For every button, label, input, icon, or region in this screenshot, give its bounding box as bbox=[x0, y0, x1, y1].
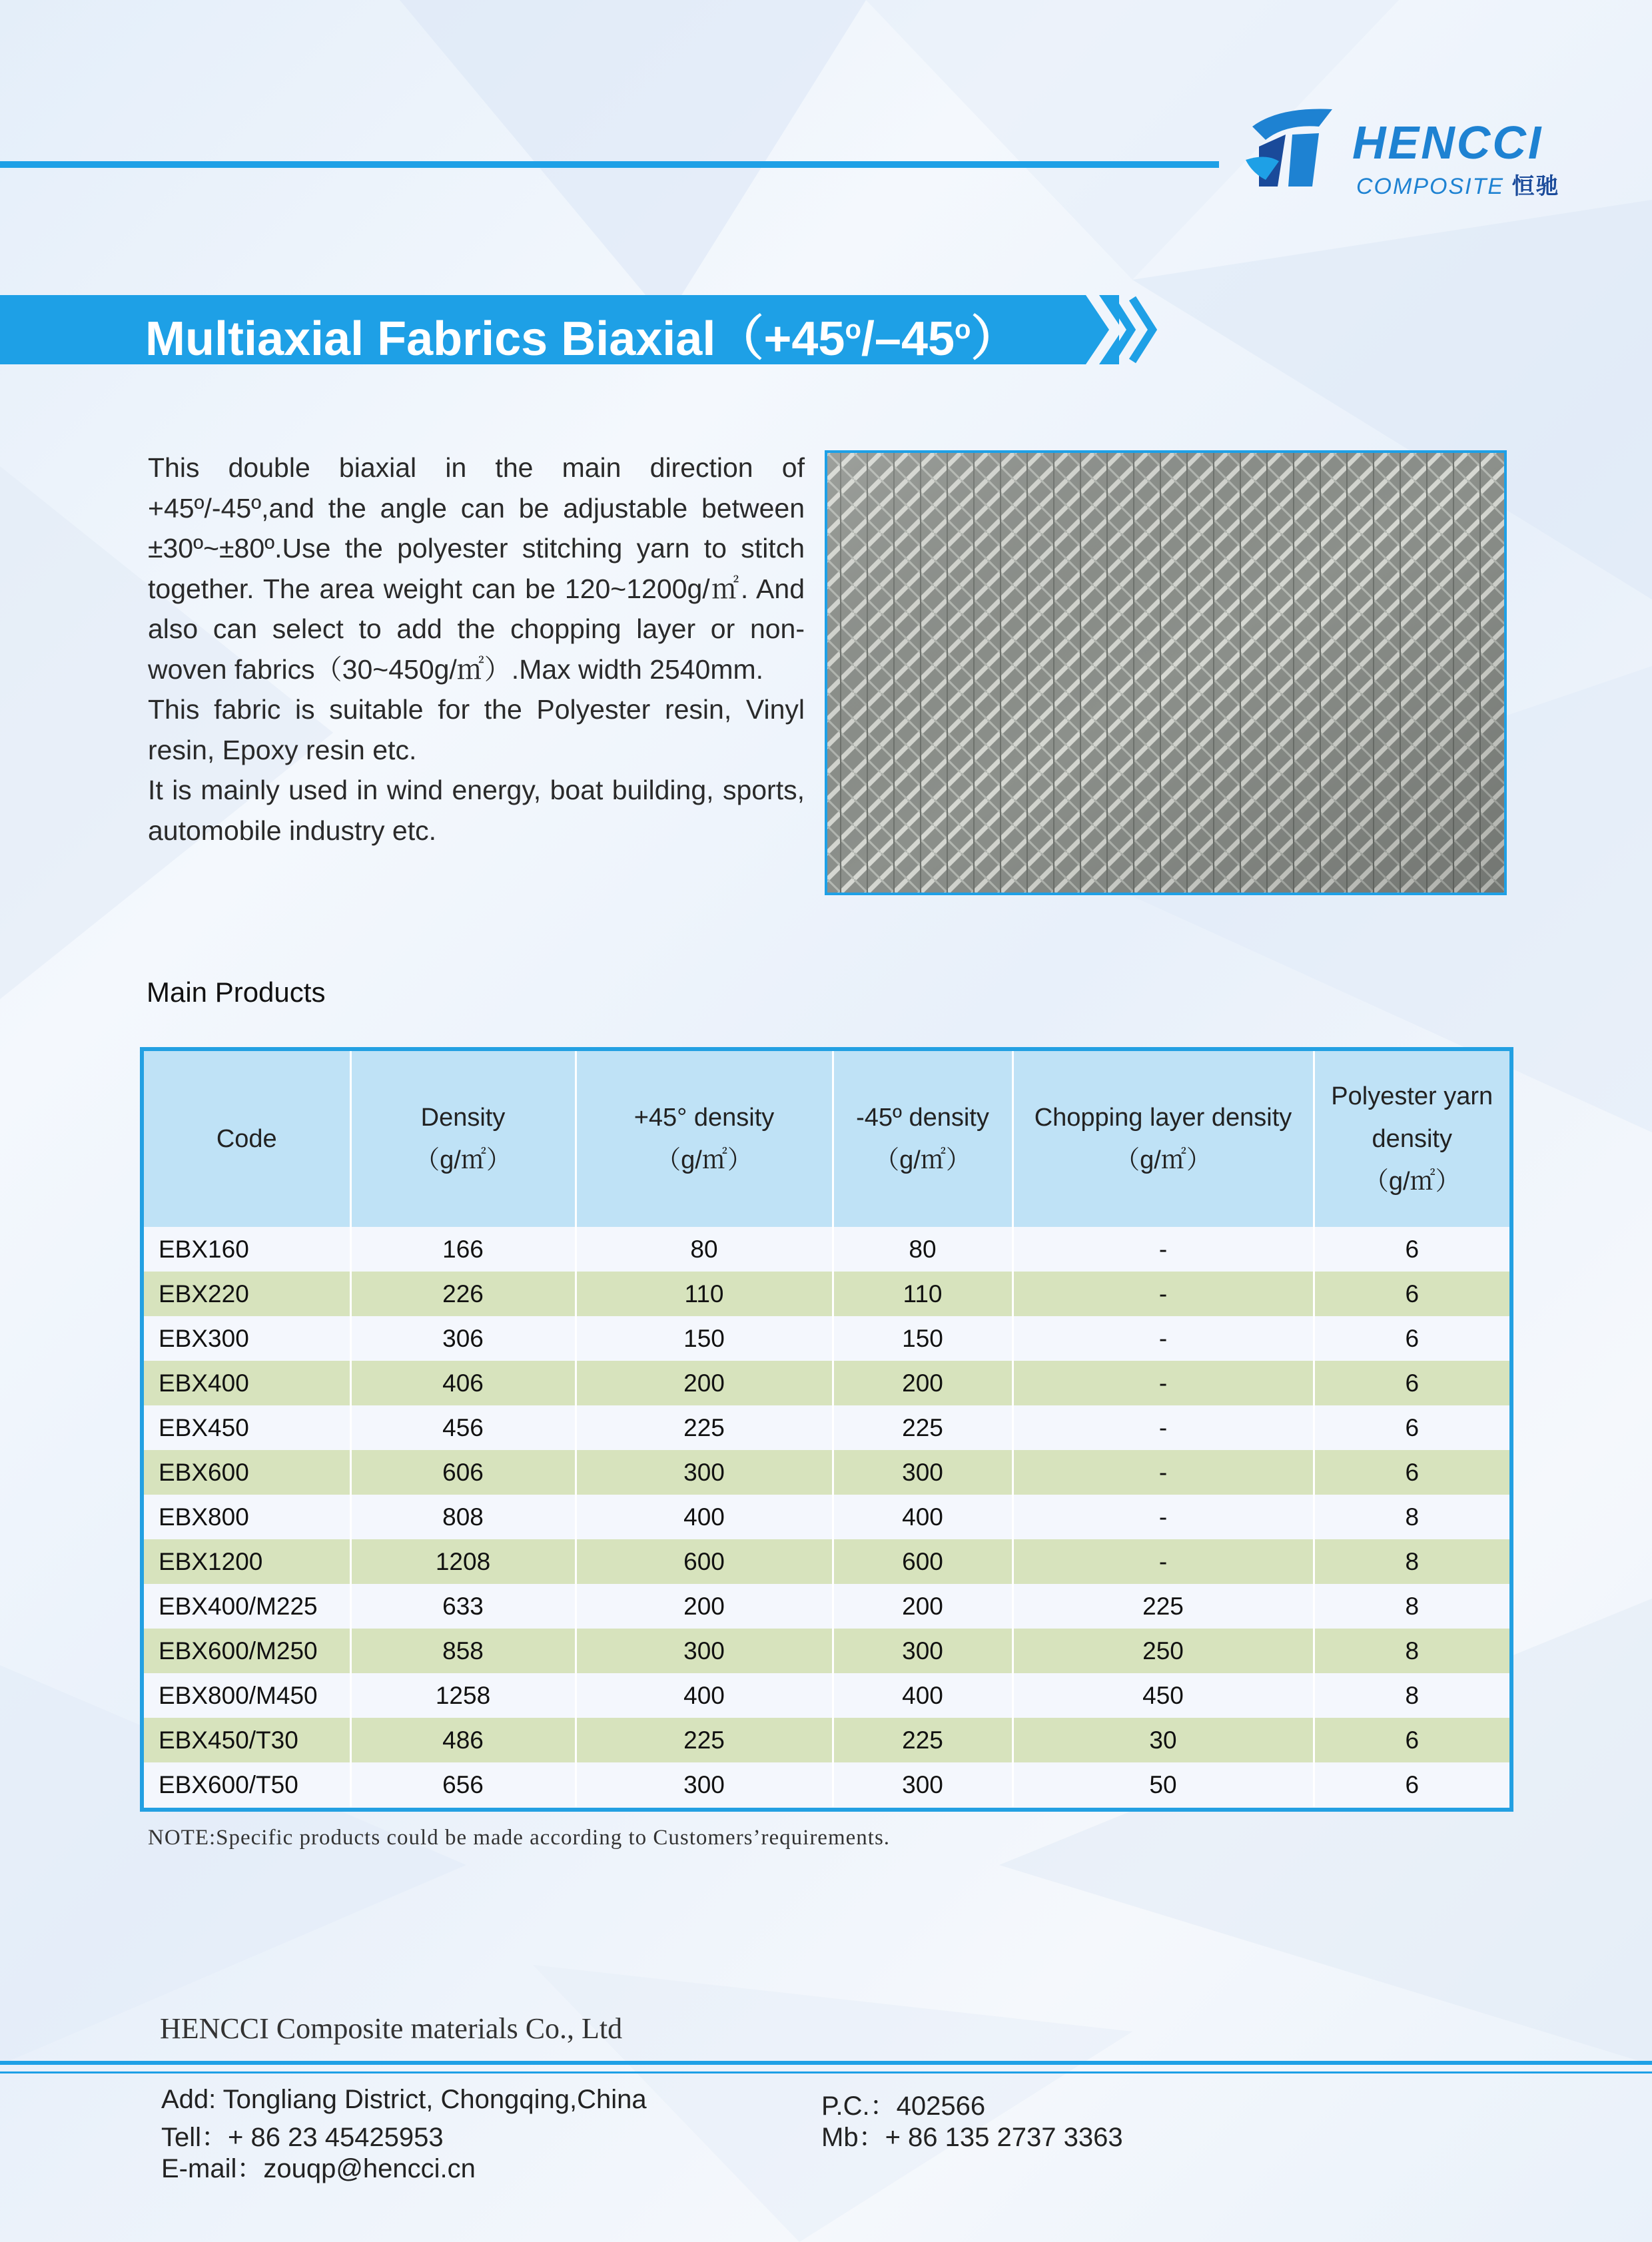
table-cell: 225 bbox=[833, 1718, 1013, 1762]
table-cell: 456 bbox=[350, 1405, 576, 1450]
col-header-density: Density （g/㎡） bbox=[350, 1051, 576, 1227]
table-cell: 166 bbox=[350, 1227, 576, 1272]
description-paragraph-1: This double biaxial in the main direction of +45º/-45º,and the angle can be adjustable between ±30º~±80º.Use the polyester stitching yarn to stitch together. The area weight can be 120~1200g/㎡. And also can select to add the chopping layer or non-woven fabrics（30~450g/㎡）.Max width 2540mm. bbox=[148, 452, 805, 685]
table-cell: EBX800 bbox=[144, 1495, 350, 1539]
table-cell: 6 bbox=[1314, 1762, 1509, 1807]
table-row bbox=[144, 1272, 1509, 1316]
title-end: ） bbox=[971, 312, 1019, 366]
main-products-heading: Main Products bbox=[147, 976, 326, 1008]
brand-subtitle bbox=[1356, 168, 1559, 200]
table-row bbox=[144, 1762, 1509, 1807]
col-header-minus45-density: -45º density （g/㎡） bbox=[833, 1051, 1013, 1227]
table-row bbox=[144, 1584, 1509, 1629]
table-cell: 200 bbox=[576, 1584, 833, 1629]
table-cell: 150 bbox=[833, 1316, 1013, 1361]
table-cell: 306 bbox=[350, 1316, 576, 1361]
title-main: Multiaxial Fabrics Biaxial（+45 bbox=[145, 312, 845, 366]
table-cell: 633 bbox=[350, 1584, 576, 1629]
table-cell: 6 bbox=[1314, 1361, 1509, 1405]
table-cell: - bbox=[1013, 1227, 1314, 1272]
table-cell: EBX600/M250 bbox=[144, 1629, 350, 1673]
table-cell: 200 bbox=[833, 1584, 1013, 1629]
table-cell: 300 bbox=[576, 1450, 833, 1495]
table-cell: EBX300 bbox=[144, 1316, 350, 1361]
product-description bbox=[148, 448, 805, 851]
table-cell: 300 bbox=[576, 1762, 833, 1807]
table-cell: 8 bbox=[1314, 1584, 1509, 1629]
table-cell: 50 bbox=[1013, 1762, 1314, 1807]
table-cell: - bbox=[1013, 1539, 1314, 1584]
table-cell: 300 bbox=[833, 1762, 1013, 1807]
table-cell: 406 bbox=[350, 1361, 576, 1405]
table-row bbox=[144, 1539, 1509, 1584]
table-cell: EBX1200 bbox=[144, 1539, 350, 1584]
table-cell: 1208 bbox=[350, 1539, 576, 1584]
table-cell: - bbox=[1013, 1361, 1314, 1405]
table-cell: 110 bbox=[833, 1272, 1013, 1316]
table-cell: EBX800/M450 bbox=[144, 1673, 350, 1718]
address: Add: Tongliang District, Chongqing,China bbox=[161, 2085, 647, 2114]
table-cell: EBX220 bbox=[144, 1272, 350, 1316]
company-name: HENCCI Composite materials Co., Ltd bbox=[160, 2012, 623, 2045]
brand-sub-en: COMPOSITE bbox=[1356, 174, 1505, 199]
table-cell: - bbox=[1013, 1405, 1314, 1450]
table-cell: 8 bbox=[1314, 1673, 1509, 1718]
table-cell: 6 bbox=[1314, 1316, 1509, 1361]
table-row bbox=[144, 1629, 1509, 1673]
table-cell: 225 bbox=[576, 1718, 833, 1762]
description-paragraph-3: It is mainly used in wind energy, boat building, sports, automobile industry etc. bbox=[148, 775, 805, 846]
table-cell: - bbox=[1013, 1316, 1314, 1361]
col-header-code: Code bbox=[144, 1051, 350, 1227]
table-cell: 80 bbox=[833, 1227, 1013, 1272]
page-title bbox=[145, 304, 1019, 364]
table-cell: 30 bbox=[1013, 1718, 1314, 1762]
email-link[interactable]: E-mail：zouqp@hencci.cn bbox=[161, 2154, 476, 2183]
table-cell: 150 bbox=[576, 1316, 833, 1361]
mobile-phone: Mb：+ 86 135 2737 3363 bbox=[821, 2123, 1123, 2152]
table-header-row bbox=[144, 1051, 1509, 1227]
table-cell: 656 bbox=[350, 1762, 576, 1807]
title-degree-1: o bbox=[845, 315, 861, 344]
telephone: Tell：+ 86 23 45425953 bbox=[161, 2123, 444, 2152]
table-cell: 300 bbox=[833, 1450, 1013, 1495]
table-cell: 225 bbox=[833, 1405, 1013, 1450]
table-cell: 858 bbox=[350, 1629, 576, 1673]
fabric-photo bbox=[825, 450, 1507, 895]
table-cell: - bbox=[1013, 1495, 1314, 1539]
brand-name: HENCCI bbox=[1352, 117, 1543, 169]
table-row bbox=[144, 1495, 1509, 1539]
footer-rule-thick bbox=[0, 2061, 1652, 2065]
table-row bbox=[144, 1227, 1509, 1272]
table-cell: 225 bbox=[576, 1405, 833, 1450]
biaxial-fabric-texture-icon bbox=[827, 453, 1504, 893]
table-cell: 6 bbox=[1314, 1272, 1509, 1316]
table-cell: 6 bbox=[1314, 1227, 1509, 1272]
table-cell: 200 bbox=[576, 1361, 833, 1405]
description-paragraph-2: This fabric is suitable for the Polyester resin, Vinyl resin, Epoxy resin etc. bbox=[148, 694, 805, 765]
table-cell: EBX450/T30 bbox=[144, 1718, 350, 1762]
table-cell: 400 bbox=[833, 1673, 1013, 1718]
header-rule bbox=[0, 161, 1219, 168]
title-banner bbox=[0, 295, 1119, 364]
table-row bbox=[144, 1316, 1509, 1361]
brand-logo[interactable] bbox=[1239, 100, 1599, 200]
banner-double-chevron-icon bbox=[1107, 293, 1160, 366]
table-cell: 6 bbox=[1314, 1405, 1509, 1450]
table-row bbox=[144, 1673, 1509, 1718]
table-cell: 80 bbox=[576, 1227, 833, 1272]
table-cell: 225 bbox=[1013, 1584, 1314, 1629]
products-table bbox=[140, 1047, 1513, 1812]
table-cell: 400 bbox=[833, 1495, 1013, 1539]
table-cell: EBX600/T50 bbox=[144, 1762, 350, 1807]
table-note: NOTE:Specific products could be made according to Customers’requirements. bbox=[148, 1826, 891, 1850]
table-row bbox=[144, 1361, 1509, 1405]
table-cell: 486 bbox=[350, 1718, 576, 1762]
table-cell: 8 bbox=[1314, 1495, 1509, 1539]
table-row bbox=[144, 1718, 1509, 1762]
table-row bbox=[144, 1450, 1509, 1495]
table-cell: EBX400/M225 bbox=[144, 1584, 350, 1629]
title-degree-2: o bbox=[955, 315, 971, 344]
table-cell: - bbox=[1013, 1272, 1314, 1316]
table-cell: 600 bbox=[576, 1539, 833, 1584]
col-header-yarn-density: Polyester yarn density （g/㎡） bbox=[1314, 1051, 1509, 1227]
table-cell: EBX450 bbox=[144, 1405, 350, 1450]
table-cell: 226 bbox=[350, 1272, 576, 1316]
hencci-logo-icon bbox=[1239, 100, 1339, 200]
table-cell: 450 bbox=[1013, 1673, 1314, 1718]
table-cell: 400 bbox=[576, 1495, 833, 1539]
table-row bbox=[144, 1405, 1509, 1450]
table-cell: 606 bbox=[350, 1450, 576, 1495]
table-cell: 110 bbox=[576, 1272, 833, 1316]
table-cell: 200 bbox=[833, 1361, 1013, 1405]
title-mid: /–45 bbox=[861, 312, 955, 366]
table-cell: - bbox=[1013, 1450, 1314, 1495]
table-cell: 8 bbox=[1314, 1539, 1509, 1584]
brand-sub-cn: 恒驰 bbox=[1511, 174, 1560, 199]
table-cell: 600 bbox=[833, 1539, 1013, 1584]
table-cell: 400 bbox=[576, 1673, 833, 1718]
col-header-chopping-density: Chopping layer density （g/㎡） bbox=[1013, 1051, 1314, 1227]
table-cell: 6 bbox=[1314, 1718, 1509, 1762]
table-cell: 300 bbox=[833, 1629, 1013, 1673]
postal-code: P.C.：402566 bbox=[821, 2091, 986, 2121]
table-cell: 1258 bbox=[350, 1673, 576, 1718]
footer-rule-thin bbox=[0, 2071, 1652, 2073]
table-cell: EBX160 bbox=[144, 1227, 350, 1272]
table-cell: 8 bbox=[1314, 1629, 1509, 1673]
col-header-plus45-density: +45° density （g/㎡） bbox=[576, 1051, 833, 1227]
table-cell: 808 bbox=[350, 1495, 576, 1539]
table-cell: 300 bbox=[576, 1629, 833, 1673]
table-cell: EBX600 bbox=[144, 1450, 350, 1495]
table-cell: 250 bbox=[1013, 1629, 1314, 1673]
table-cell: EBX400 bbox=[144, 1361, 350, 1405]
table-cell: 6 bbox=[1314, 1450, 1509, 1495]
